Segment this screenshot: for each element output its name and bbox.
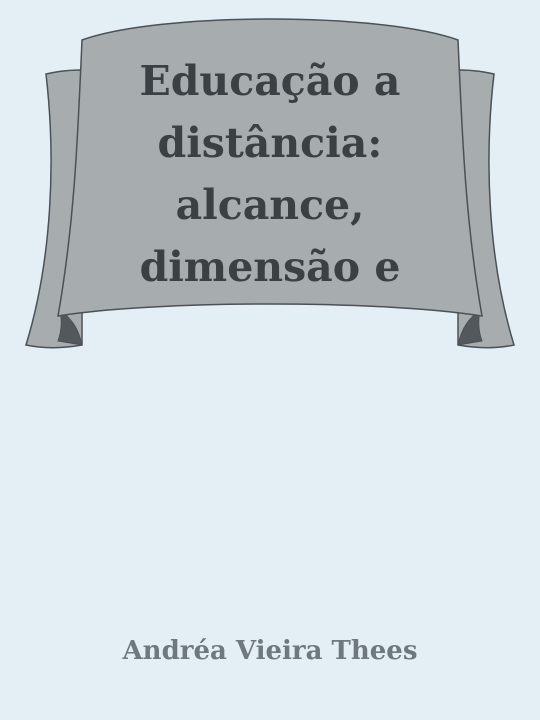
- title-line-2: distância:: [157, 119, 383, 167]
- title-line-3: alcance,: [175, 181, 365, 229]
- book-title: [95, 50, 445, 298]
- title-line-1: Educação a: [139, 57, 401, 105]
- title-line-4: dimensão e: [139, 243, 401, 291]
- book-author: Andréa Vieira Thees: [122, 636, 418, 666]
